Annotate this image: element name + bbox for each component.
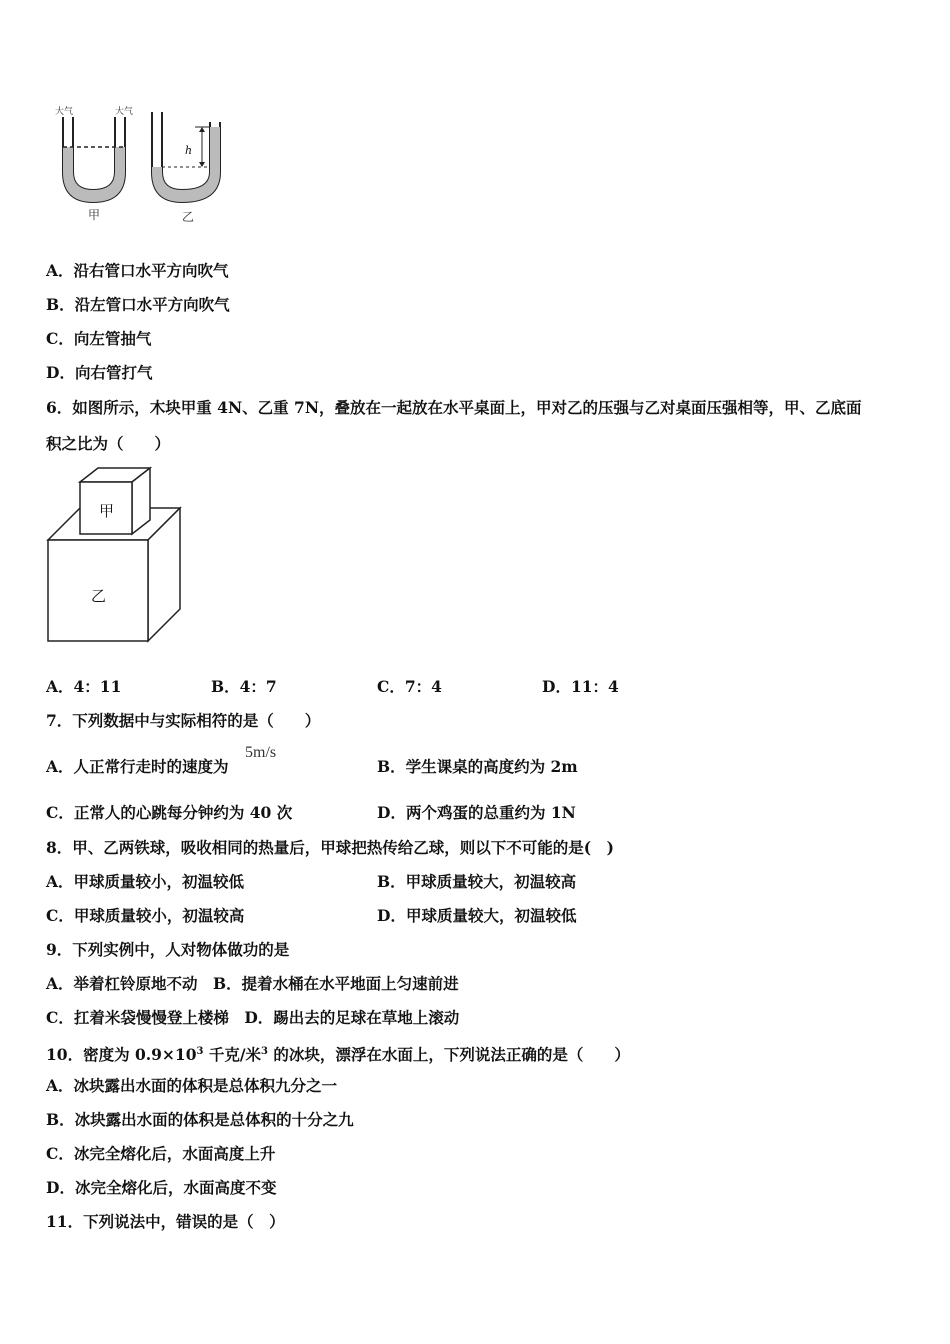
q5-option-d: D．向右管打气 <box>46 363 153 382</box>
u-tube-figure <box>55 102 235 227</box>
atmosphere-label-right: 大气 <box>115 107 134 117</box>
stacked-blocks-figure <box>44 464 186 644</box>
q10-exp2: 3 <box>261 1046 268 1057</box>
q6-option-a: A．4：11 <box>46 677 122 696</box>
q8-stem: 8．甲、乙两铁球，吸收相同的热量后，甲球把热传给乙球，则以下不可能的是( ) <box>46 838 614 857</box>
q6-option-b: B．4：7 <box>211 677 277 696</box>
q7-option-c: C．正常人的心跳每分钟约为 40 次 <box>46 803 293 822</box>
q6-stem-line2: 积之比为（ ） <box>46 434 171 453</box>
q8-option-a: A．甲球质量较小，初温较低 <box>46 872 245 891</box>
q7-option-b: B．学生课桌的高度约为 2m <box>377 757 578 776</box>
q10-option-a: A．冰块露出水面的体积是总体积九分之一 <box>46 1076 338 1095</box>
q11-stem: 11．下列说法中，错误的是（ ） <box>46 1212 285 1231</box>
q7-speed-value: 5m/s <box>245 744 277 761</box>
q10-stem <box>46 1042 630 1065</box>
q9-options-line2: C．扛着米袋慢慢登上楼梯 D．踢出去的足球在草地上滚动 <box>46 1008 460 1027</box>
tube-caption-a: 甲 <box>88 208 101 222</box>
q6-option-d: D．11：4 <box>542 677 619 696</box>
q9-stem: 9．下列实例中，人对物体做功的是 <box>46 940 290 959</box>
q9-options-line1: A．举着杠铃原地不动 B．提着水桶在水平地面上匀速前进 <box>46 974 459 993</box>
q5-option-c: C．向左管抽气 <box>46 329 152 348</box>
block-top-label: 甲 <box>99 502 115 520</box>
q8-option-b: B．甲球质量较大，初温较高 <box>377 872 577 891</box>
q6-stem-line1: 6．如图所示，木块甲重 4N、乙重 7N，叠放在一起放在水平桌面上，甲对乙的压强与乙对桌面压强相等，甲、乙底面 <box>46 398 862 417</box>
block-bottom-label: 乙 <box>91 587 107 605</box>
q10-option-b: B．冰块露出水面的体积是总体积的十分之九 <box>46 1110 354 1129</box>
atmosphere-label-left: 大气 <box>55 107 74 117</box>
q10-option-d: D．冰完全熔化后，水面高度不变 <box>46 1178 277 1197</box>
q10-exp1: 3 <box>196 1046 204 1057</box>
h-label: h <box>185 144 193 157</box>
q10-stem-mid: 千克/米 <box>203 1045 262 1065</box>
tube-caption-b: 乙 <box>182 210 195 224</box>
q5-option-b: B．沿左管口水平方向吹气 <box>46 295 230 314</box>
q8-option-d: D．甲球质量较大，初温较低 <box>377 906 577 925</box>
q7-option-d: D．两个鸡蛋的总重约为 1N <box>377 803 576 822</box>
q8-option-c: C．甲球质量较小，初温较高 <box>46 906 245 925</box>
q6-option-c: C．7：4 <box>377 677 442 696</box>
q5-option-a: A．沿右管口水平方向吹气 <box>46 261 229 280</box>
q7-stem: 7．下列数据中与实际相符的是（ ） <box>46 711 321 730</box>
q10-option-c: C．冰完全熔化后，水面高度上升 <box>46 1144 276 1163</box>
q10-stem-suffix: 的冰块，漂浮在水面上，下列说法正确的是（ ） <box>268 1045 630 1065</box>
q7-option-a: A．人正常行走时的速度为 <box>46 757 229 776</box>
q10-stem-prefix: 10．密度为 0.9×10 <box>46 1045 197 1065</box>
